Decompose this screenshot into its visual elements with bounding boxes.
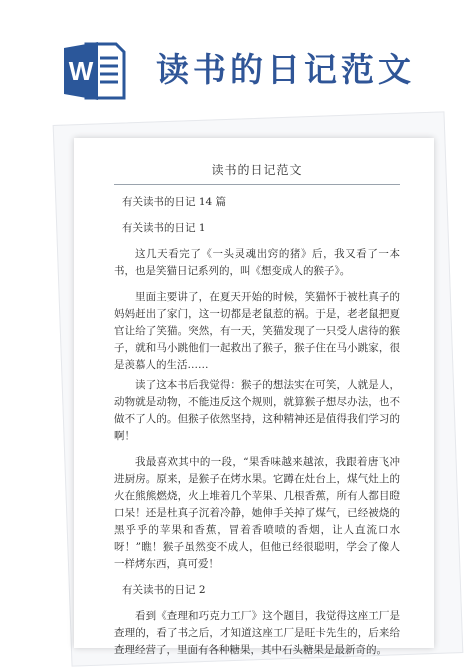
entry-1-label: 有关读书的日记 1 bbox=[122, 222, 206, 234]
paragraph: 读了这本书后我觉得：猴子的想法实在可笑，人就是人，动物就是动物，不能违反这个规则，就算猴子想尽办法，也不做不了人的。但猴子依然坚持，这种精神还是值得我们学习的啊！ bbox=[114, 379, 400, 442]
banner-title: 读书的日记范文 bbox=[156, 50, 415, 89]
word-letter: W bbox=[68, 56, 94, 86]
header-banner bbox=[0, 0, 474, 130]
document-body bbox=[114, 138, 400, 659]
paragraph: 看到《查理和巧克力工厂》这个题目，我觉得这座工厂是查理的，看了书之后，才知道这座工厂是旺卡先生的，后来给查理经营了，里面有各种糖果，其中石头糖果是最新奇的。 bbox=[114, 610, 400, 656]
paragraph: 这几天看完了《一头灵魂出窍的猪》后，我又看了一本书，也是笑猫日记系列的，叫《想变成人的猴子》。 bbox=[114, 248, 400, 277]
document-page bbox=[74, 138, 434, 656]
document-title: 读书的日记范文 bbox=[114, 162, 400, 185]
entry-2-label: 有关读书的日记 2 bbox=[122, 584, 206, 596]
paragraph: 里面主要讲了，在夏天开始的时候，笑猫怀于被杜真子的妈妈赶出了家门，这一切都是老鼠惹的祸。于是，老老鼠把夏官让给了笑猫。突然，有一天，笑猫发现了一只受人虐待的猴子，就和马小跳他们一起救出了猴子，猴子住在马小跳家，很是羡慕人的生活…… bbox=[114, 291, 400, 371]
word-document-icon bbox=[64, 38, 126, 102]
paragraph: 我最喜欢其中的一段，“果香味越来越浓，我跟着唐飞冲进厨房。原来，是猴子在烤水果。它蹲在灶台上，煤气灶上的火在熊熊燃烧，火上堆着几个苹果、几根香蕉，所有人都目瞪口呆！还是杜真子沉着冷静，她伸手关掉了煤气，已经被烧的黑乎乎的苹果和香蕉，冒着香喷喷的香烟，让人直流口水呀！”瞧！猴子虽然变不成人，但他已经很聪明，学会了像人一样烤东西，真可爱！ bbox=[114, 456, 400, 570]
document-subtitle: 有关读书的日记 14 篇 bbox=[122, 196, 227, 208]
